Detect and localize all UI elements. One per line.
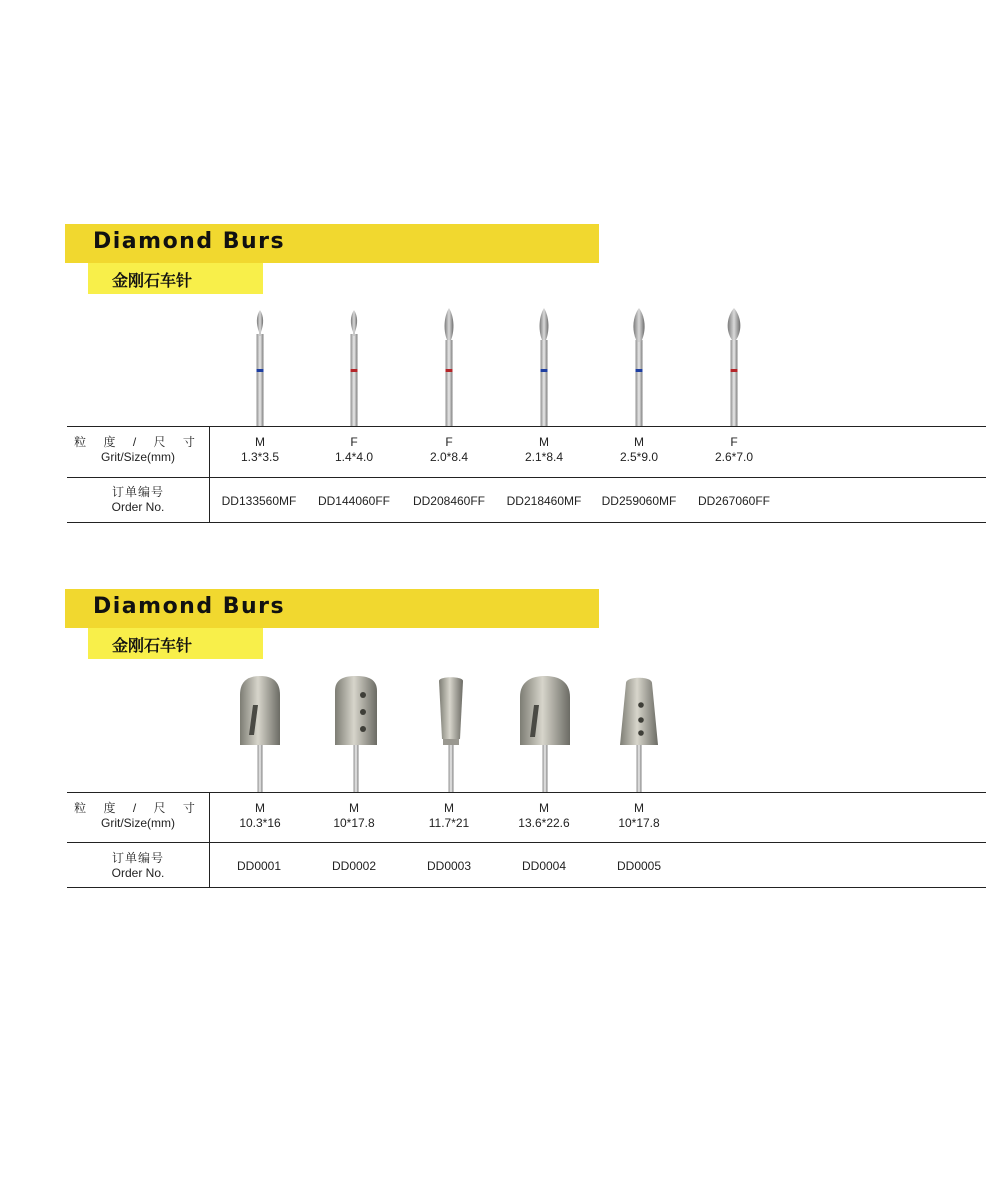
- order-no-cell: DD267060FF: [697, 494, 771, 508]
- section-2: [0, 589, 1000, 889]
- grit-color-ring: [541, 369, 548, 372]
- grit-color-ring: [257, 369, 264, 372]
- section-title: Diamond Burs: [93, 594, 286, 619]
- bur-image-2: [332, 675, 380, 792]
- section-1: [0, 224, 1000, 524]
- order-no-cell: DD218460MF: [506, 494, 582, 508]
- title-band: [65, 224, 599, 263]
- bur-image-1: [236, 675, 284, 792]
- order-no-cell: DD0005: [616, 859, 662, 873]
- grit-size-cell: M 10*17.8: [618, 801, 660, 830]
- table-top-rule: [67, 426, 986, 427]
- grit-size-cell: M 11.7*21: [428, 801, 470, 830]
- order-no-cell: DD0004: [521, 859, 567, 873]
- subtitle-band: [88, 263, 263, 294]
- bur-image-3: [427, 675, 475, 792]
- bur-image-1: [240, 304, 280, 427]
- grit-size-cell: F 2.0*8.4: [429, 435, 469, 464]
- grit-color-ring: [351, 369, 358, 372]
- table-bottom-rule: [67, 887, 986, 888]
- table-top-rule: [67, 792, 986, 793]
- table-mid-rule: [67, 842, 986, 843]
- product-images: [0, 304, 1000, 427]
- order-no-cell: DD0001: [236, 859, 282, 873]
- table-column-divider: [209, 426, 210, 522]
- grit-size-cell: M 13.6*22.6: [518, 801, 570, 830]
- section-subtitle: 金刚石车针: [112, 273, 193, 290]
- order-no-cell: DD133560MF: [221, 494, 297, 508]
- grit-color-ring: [636, 369, 643, 372]
- order-no-cell: DD144060FF: [317, 494, 391, 508]
- bur-image-4: [524, 304, 564, 427]
- subtitle-band: [88, 628, 263, 659]
- order-no-cell: DD0003: [426, 859, 472, 873]
- bur-image-5: [615, 675, 663, 792]
- grit-size-cell: F 1.4*4.0: [334, 435, 374, 464]
- order-no-label: 订单编号 Order No.: [111, 485, 165, 514]
- bur-image-3: [429, 304, 469, 427]
- table-bottom-rule: [67, 522, 986, 523]
- grit-size-cell: F 2.6*7.0: [714, 435, 754, 464]
- bur-image-6: [714, 304, 754, 427]
- grit-size-cell: M 1.3*3.5: [240, 435, 280, 464]
- grit-color-ring: [731, 369, 738, 372]
- table-mid-rule: [67, 477, 986, 478]
- grit-size-label: 粒 度 / 尺 寸 Grit/Size(mm): [74, 801, 202, 830]
- bur-image-4: [518, 675, 572, 792]
- title-band: [65, 589, 599, 628]
- product-images: [0, 675, 1000, 792]
- order-no-cell: DD259060MF: [601, 494, 677, 508]
- grit-size-cell: M 2.1*8.4: [524, 435, 564, 464]
- grit-size-label: 粒 度 / 尺 寸 Grit/Size(mm): [74, 435, 202, 464]
- grit-size-cell: M 2.5*9.0: [619, 435, 659, 464]
- grit-color-ring: [446, 369, 453, 372]
- order-no-cell: DD208460FF: [412, 494, 486, 508]
- section-subtitle: 金刚石车针: [112, 638, 193, 655]
- bur-image-5: [619, 304, 659, 427]
- table-column-divider: [209, 792, 210, 887]
- grit-size-cell: M 10*17.8: [333, 801, 375, 830]
- section-title: Diamond Burs: [93, 229, 286, 254]
- order-no-label: 订单编号 Order No.: [111, 851, 165, 880]
- grit-size-cell: M 10.3*16: [239, 801, 281, 830]
- order-no-cell: DD0002: [331, 859, 377, 873]
- bur-image-2: [334, 304, 374, 427]
